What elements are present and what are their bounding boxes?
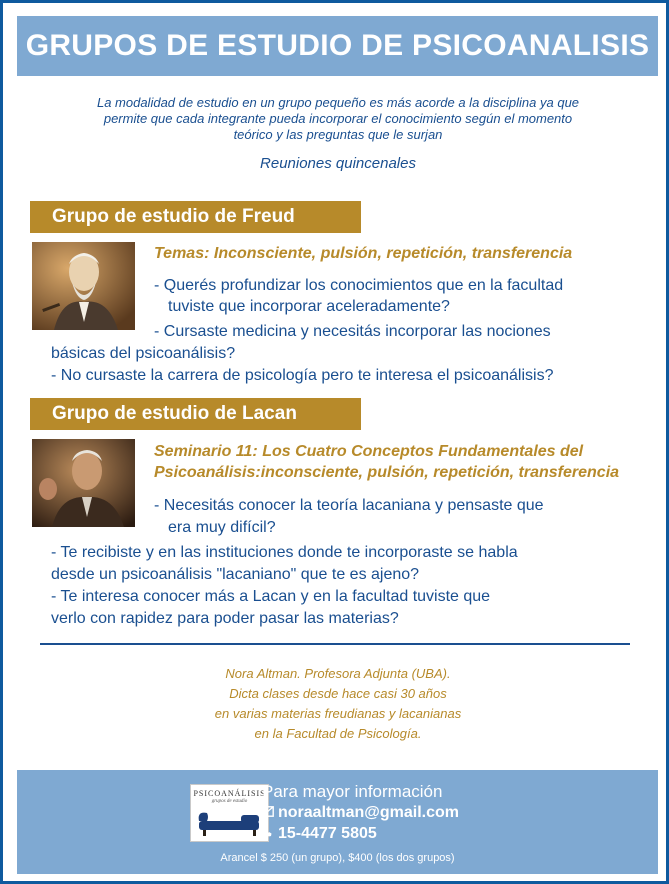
info-title: Para mayor información <box>262 782 443 801</box>
freud-question: tuviste que incorporar aceleradamente? <box>168 298 450 315</box>
meetings-note: Reuniones quincenales <box>260 155 416 172</box>
freud-section-title: Grupo de estudio de Freud <box>30 201 361 233</box>
email-row[interactable] <box>260 804 459 822</box>
divider <box>40 643 630 645</box>
intro-text <box>63 95 613 143</box>
logo-subtitle: grupos de estudio <box>211 799 248 804</box>
phone-number[interactable]: 15-4477 5805 <box>278 824 377 842</box>
freud-photo <box>32 242 135 330</box>
bio-line: Dicta clases desde hace casi 30 años <box>229 686 447 701</box>
lacan-question: - Te interesa conocer más a Lacan y en la facultad tuviste que <box>51 588 491 605</box>
lacan-question: verlo con rapidez para poder pasar las materias? <box>51 610 399 627</box>
lacan-question: - Te recibiste y en las instituciones donde te incorporaste se habla <box>51 544 518 561</box>
email-address[interactable]: noraaltman@gmail.com <box>278 804 459 821</box>
lacan-topic-line: Seminario 11: Los Cuatro Conceptos Fundamentales del <box>154 443 584 460</box>
freud-question: - Querés profundizar los conocimientos que en la facultad <box>154 277 564 294</box>
phone-row[interactable] <box>260 824 377 843</box>
page-title: GRUPOS DE ESTUDIO DE PSICOANALISIS <box>25 29 650 62</box>
footer-banner <box>17 770 658 874</box>
envelope-icon <box>260 804 275 822</box>
bio-line: Nora Altman. Profesora Adjunta (UBA). <box>225 666 451 681</box>
freud-question: - No cursaste la carrera de psicología pero te interesa el psicoanálisis? <box>51 367 554 384</box>
fee-note: Arancel $ 250 (un grupo), $400 (los dos grupos) <box>220 852 455 864</box>
couch-icon <box>195 807 265 839</box>
lacan-section-title: Grupo de estudio de Lacan <box>30 398 361 430</box>
intro-line: teórico y las preguntas que le surjan <box>233 127 443 142</box>
logo <box>190 784 269 842</box>
freud-topics: Temas: Inconsciente, pulsión, repetición, transferencia <box>154 245 573 262</box>
intro-line: permite que cada integrante pueda incorporar el conocimiento según el momento <box>103 111 573 126</box>
lacan-topics <box>154 441 634 483</box>
header-banner <box>17 16 658 76</box>
phone-icon <box>260 824 275 843</box>
lacan-topic-line: Psicoanálisis:inconsciente, pulsión, repetición, transferencia <box>154 464 620 481</box>
logo-title: PSICOANÁLISIS <box>193 789 266 798</box>
lacan-question: desde un psicoanálisis "lacaniano" que te es ajeno? <box>51 566 420 583</box>
intro-line: La modalidad de estudio en un grupo pequeño es más acorde a la disciplina ya que <box>96 95 580 110</box>
author-bio <box>153 664 523 744</box>
bio-line: en varias materias freudianas y lacanianas <box>214 706 462 721</box>
bio-line: en la Facultad de Psicología. <box>254 726 422 741</box>
freud-question: - Cursaste medicina y necesitás incorporar las nociones <box>154 323 551 340</box>
lacan-question: - Necesitás conocer la teoría lacaniana y pensaste que <box>154 497 544 514</box>
lacan-photo <box>32 439 135 527</box>
lacan-question: era muy difícil? <box>168 519 276 536</box>
freud-question: básicas del psicoanálisis? <box>51 345 236 362</box>
